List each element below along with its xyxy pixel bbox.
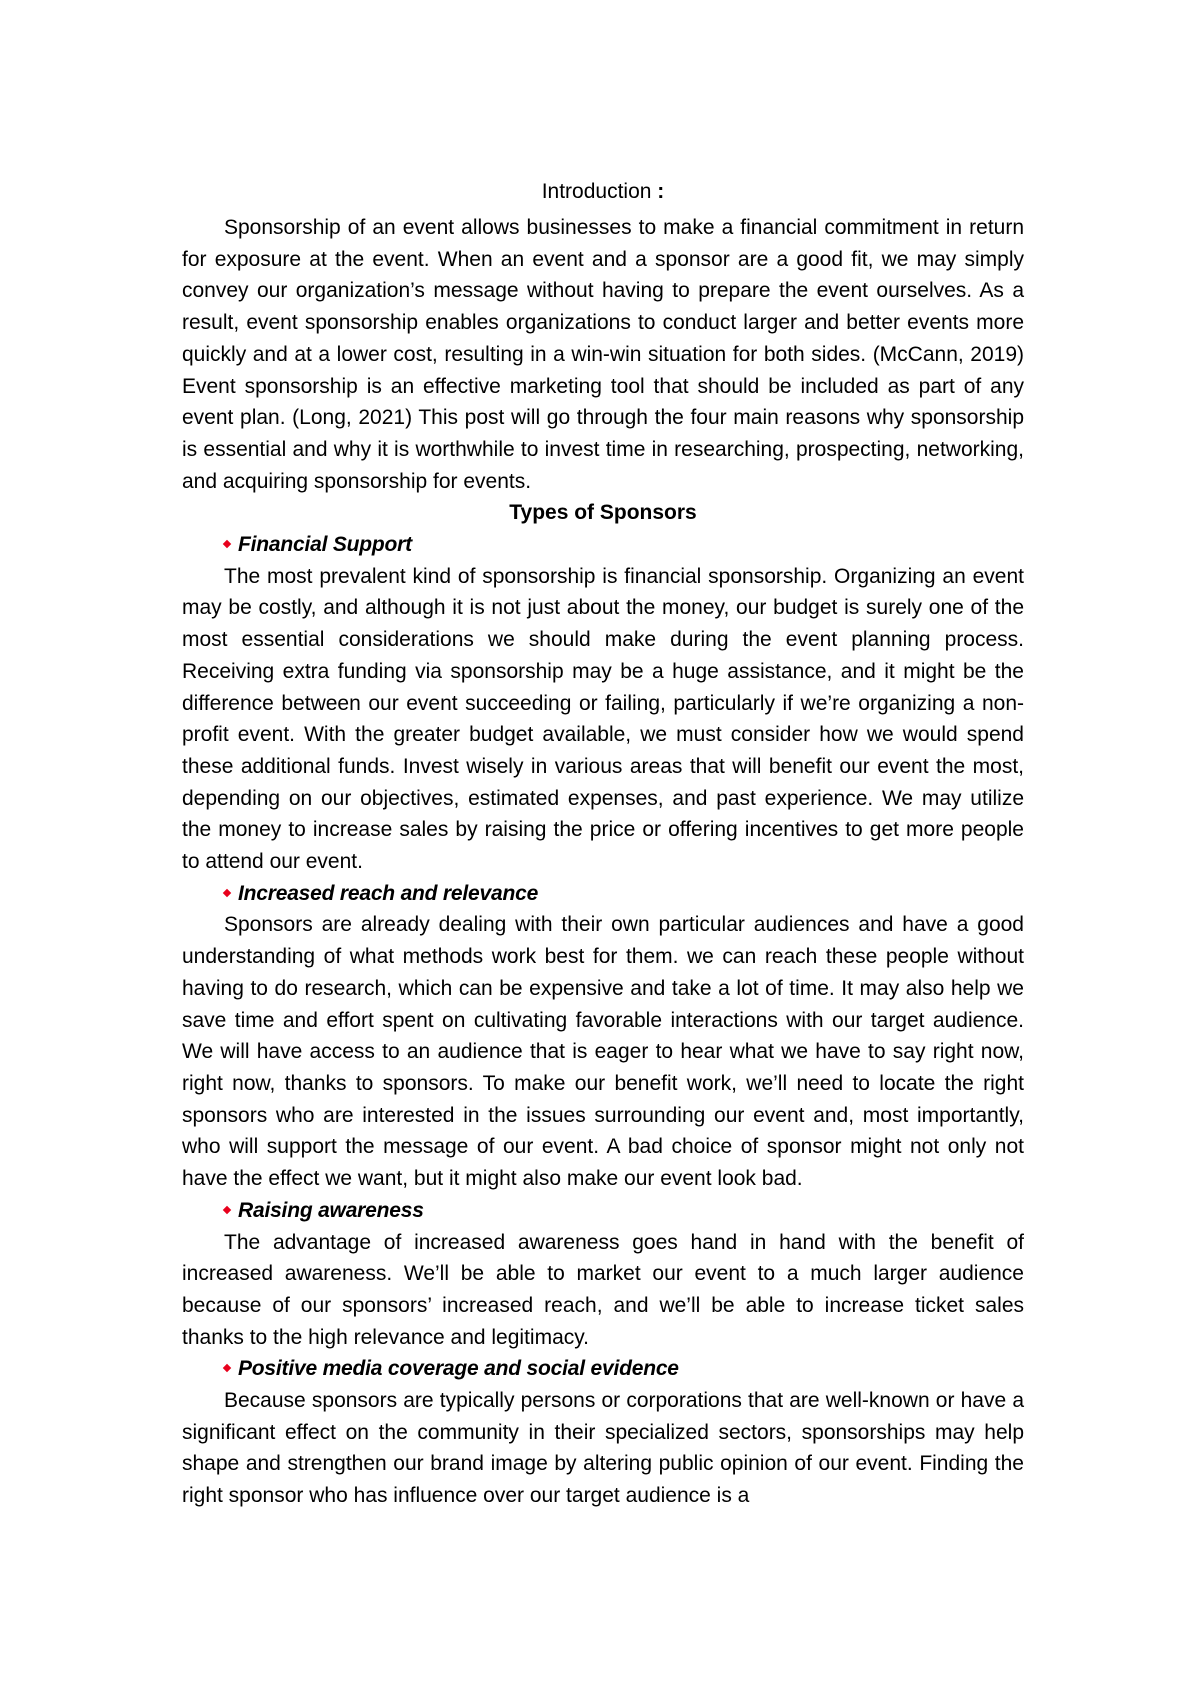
paragraph-increased-reach: Sponsors are already dealing with their own particular audiences and have a good understanding of what methods work best for them. we can reach these people without having to do research, which can be expensive and take a lot of time. It may also help we save time and effort spent on cultivating favorable interactions with our target audience. We will have access to an audience that is eager to hear what we have to say right now, right now, thanks to sponsors. To make our benefit work, we’ll need to locate the right sponsors who are interested in the issues surrounding our event and, most importantly, who will support the message of our event. A bad choice of sponsor might not only not have the effect we want, but it might also make our event look bad. bbox=[182, 913, 1024, 1191]
diamond-bullet-icon bbox=[223, 1206, 231, 1214]
paragraph-positive-media: Because sponsors are typically persons or corporations that are well-known or have a significant effect on the community in their specialized sectors, sponsorships may help shape and strengthen our brand image by altering public opinion of our event. Finding the right sponsor who has influence over our target audience is a bbox=[182, 1389, 1024, 1508]
diamond-bullet-icon bbox=[223, 540, 231, 548]
diamond-bullet-icon bbox=[223, 1364, 231, 1372]
intro-paragraph: Sponsorship of an event allows businesses to make a financial commitment in return for exposure at the event. When an event and a sponsor are a good fit, we may simply convey our organization’s message without having to prepare the event ourselves. As a result, event sponsorship enables organizations to conduct larger and better events more quickly and at a lower cost, resulting in a win-win situation for both sides. (McCann, 2019) Event sponsorship is an effective marketing tool that should be included as part of any event plan. (Long, 2021) This post will go through the four main reasons why sponsorship is essential and why it is worthwhile to invest time in researching, prospecting, networking, and acquiring sponsorship for events. bbox=[182, 216, 1024, 493]
title-colon: : bbox=[657, 180, 665, 203]
heading-positive-media bbox=[182, 1353, 1024, 1385]
page-title bbox=[182, 176, 1024, 207]
paragraph-raising-awareness: The advantage of increased awareness goes hand in hand with the benefit of increased awareness. We’ll be able to market our event to a much larger audience because of our sponsors’ increased reach, and we’ll be able to increase ticket sales thanks to the high relevance and legitimacy. bbox=[182, 1230, 1024, 1349]
heading-text: Raising awareness bbox=[238, 1198, 424, 1222]
heading-increased-reach bbox=[182, 878, 1024, 910]
paragraph-financial-support: The most prevalent kind of sponsorship is financial sponsorship. Organizing an event may be costly, and although it is not just about the money, our budget is surely one of the most essential considerations we should make during the event planning process. Receiving extra funding via sponsorship may be a huge assistance, and it might be the difference between our event succeeding or failing, particularly if we’re organizing a non-profit event. With the greater budget available, we must consider how we would spend these additional funds. Invest wisely in various areas that will benefit our event the most, depending on our objectives, estimated expenses, and past experience. We may utilize the money to increase sales by raising the price or offering incentives to get more people to attend our event. bbox=[182, 564, 1024, 874]
section-heading: Types of Sponsors bbox=[509, 501, 697, 525]
heading-text: Financial Support bbox=[238, 533, 412, 557]
document-page bbox=[182, 176, 1024, 1512]
heading-text: Increased reach and relevance bbox=[238, 881, 539, 905]
title-text: Introduction bbox=[541, 180, 652, 203]
diamond-bullet-icon bbox=[223, 889, 231, 897]
heading-text: Positive media coverage and social evidence bbox=[238, 1357, 679, 1381]
heading-financial-support bbox=[182, 529, 1024, 561]
heading-raising-awareness bbox=[182, 1195, 1024, 1227]
